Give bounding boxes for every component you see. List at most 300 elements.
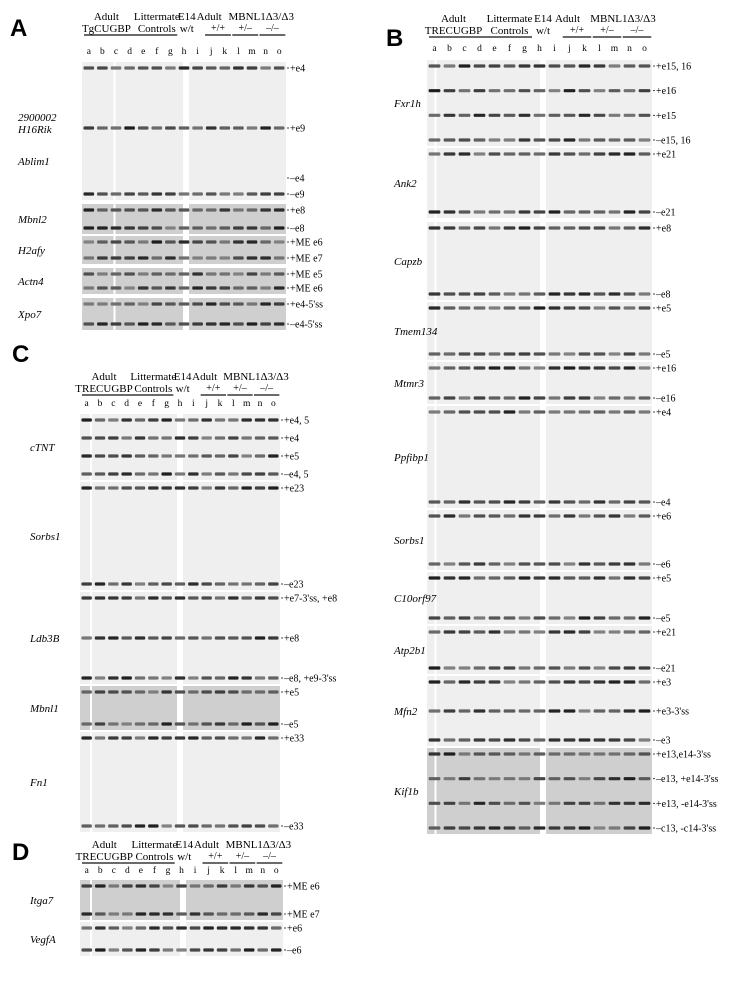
band-label: –e4-5'ss: [290, 319, 323, 331]
gel-band: [165, 302, 176, 305]
gel-band: [609, 826, 621, 829]
gel-band: [255, 472, 265, 475]
gel-band: [271, 884, 282, 887]
gel-band: [228, 472, 238, 475]
gel-band: [135, 676, 145, 679]
gel-band: [459, 306, 471, 309]
gel-band: [639, 777, 651, 780]
header-genotype: –/–: [260, 383, 274, 394]
gene-name: Ppfibp1: [394, 452, 429, 464]
gel-band: [111, 322, 122, 325]
gel-band: [579, 292, 591, 295]
gel-band: [639, 616, 651, 619]
gel-band: [201, 824, 211, 827]
lane-label: b: [100, 47, 105, 57]
gel-band: [534, 306, 546, 309]
gel-band: [564, 738, 576, 741]
gel-band: [609, 152, 621, 155]
gel-band: [274, 302, 285, 305]
gel-band: [444, 562, 456, 565]
gel-band: [594, 89, 606, 92]
gel-band: [179, 208, 190, 211]
gel-band: [534, 826, 546, 829]
gel-band: [219, 192, 230, 195]
gel-band: [203, 926, 214, 929]
lane-label: d: [124, 399, 130, 409]
gel-band: [474, 226, 486, 229]
gel-band: [135, 486, 145, 489]
gel-band: [230, 884, 241, 887]
gel-band: [206, 272, 217, 275]
gel-band: [624, 826, 636, 829]
panel-label: B: [386, 25, 404, 52]
gel-band: [579, 826, 591, 829]
gel-band: [564, 64, 576, 67]
gel-row: [29, 732, 304, 833]
header-mbnl: MBNL1Δ3/Δ3: [223, 371, 289, 383]
gel-band: [549, 396, 561, 399]
gel-band: [206, 286, 217, 289]
gel-band: [579, 709, 591, 712]
gel-band: [579, 306, 591, 309]
gel-band: [429, 292, 441, 295]
gel-band: [95, 436, 105, 439]
gel-band: [268, 636, 278, 639]
lane-label: l: [598, 44, 601, 54]
gene-name: Fn1: [30, 777, 48, 789]
gel-band: [594, 226, 606, 229]
panel-label: A: [10, 15, 28, 42]
gel-band: [534, 616, 546, 619]
gel-band: [534, 292, 546, 295]
gene-name: VegfA: [30, 934, 56, 946]
gel-band: [519, 64, 531, 67]
gel-band: [228, 676, 238, 679]
lane-label: m: [245, 866, 253, 876]
band-label: –e33: [284, 821, 304, 833]
gel-band: [564, 89, 576, 92]
lane-label: o: [270, 399, 276, 409]
gel-band: [429, 680, 441, 683]
panel-label: C: [12, 341, 30, 368]
gel-band: [639, 630, 651, 633]
gel-band: [624, 802, 636, 805]
header-e14: E14: [175, 839, 194, 851]
gel-band: [228, 596, 238, 599]
gel-band: [215, 436, 225, 439]
gel-band: [504, 226, 516, 229]
gel-band: [188, 736, 198, 739]
header-adult: Adult: [194, 839, 220, 851]
gel-band: [268, 436, 278, 439]
gel-band: [519, 226, 531, 229]
header-adult: Adult: [192, 371, 218, 383]
gel-band: [444, 138, 456, 141]
gel-band: [228, 582, 238, 585]
gel-background: [427, 60, 652, 146]
band-label: –c13, -c14-3'ss: [656, 823, 717, 835]
gel-band: [564, 152, 576, 155]
gel-band: [639, 802, 651, 805]
gel-band: [274, 256, 285, 259]
gel-band: [230, 912, 241, 915]
gel-band: [108, 596, 118, 599]
gel-band: [534, 777, 546, 780]
band-label: +e15, 16: [656, 61, 692, 73]
gel-band: [579, 802, 591, 805]
gel-band: [81, 636, 91, 639]
gel-band: [444, 752, 456, 755]
lane-label: d: [127, 47, 132, 57]
gel-band: [579, 500, 591, 503]
gel-band: [81, 454, 91, 457]
gel-band: [255, 736, 265, 739]
gel-band: [268, 486, 278, 489]
gel-band: [519, 396, 531, 399]
gel-background: [427, 406, 652, 508]
gel-band: [564, 680, 576, 683]
gel-band: [108, 690, 118, 693]
gel-band: [639, 114, 651, 117]
lane-label: f: [151, 399, 155, 409]
gel-row: [394, 572, 671, 625]
gel-band: [534, 396, 546, 399]
gel-band: [241, 676, 251, 679]
gel-background: [427, 222, 652, 300]
gel-band: [429, 576, 441, 579]
gel-band: [609, 410, 621, 413]
gel-band: [474, 500, 486, 503]
gel-band: [534, 152, 546, 155]
gel-band: [534, 709, 546, 712]
gel-band: [274, 272, 285, 275]
header-adult: Adult: [554, 13, 581, 25]
gel-band: [97, 66, 108, 69]
band-label: +ME e6: [290, 237, 323, 249]
gel-band: [549, 306, 561, 309]
band-label: +e33: [284, 733, 305, 745]
gel-band: [474, 630, 486, 633]
gel-band: [111, 192, 122, 195]
gel-band: [188, 454, 198, 457]
gel-band: [429, 138, 441, 141]
gel-band: [161, 418, 171, 421]
gel-band: [81, 690, 91, 693]
gel-band: [564, 630, 576, 633]
gel-band: [489, 89, 501, 92]
gel-band: [97, 272, 108, 275]
lane-gap: [435, 748, 437, 834]
gel-band: [549, 226, 561, 229]
band-label: +e15: [656, 110, 677, 122]
gel-band: [519, 738, 531, 741]
gene-name: Mfn2: [394, 706, 418, 718]
lane-label: h: [179, 866, 184, 876]
gel-band: [228, 636, 238, 639]
gel-band: [268, 596, 278, 599]
gel-row: [393, 626, 676, 675]
band-label: +e8: [290, 205, 306, 217]
gel-band: [549, 752, 561, 755]
gel-band: [639, 680, 651, 683]
gel-band: [95, 736, 105, 739]
gel-band: [609, 680, 621, 683]
gel-band: [121, 824, 131, 827]
lane-label: m: [610, 44, 619, 54]
gel-band: [121, 676, 131, 679]
gel-band: [534, 738, 546, 741]
gel-band: [579, 738, 591, 741]
gel-band: [255, 486, 265, 489]
gel-band: [429, 210, 441, 213]
gel-band: [151, 192, 162, 195]
gel-band: [549, 576, 561, 579]
gel-band: [474, 306, 486, 309]
gel-band: [148, 736, 158, 739]
gel-band: [95, 824, 105, 827]
gel-band: [148, 436, 158, 439]
gel-band: [519, 826, 531, 829]
gel-band: [148, 596, 158, 599]
gel-band: [594, 616, 606, 619]
gel-band: [564, 562, 576, 565]
gel-band: [594, 366, 606, 369]
gel-band: [260, 322, 271, 325]
gel-band: [230, 926, 241, 929]
gel-band: [179, 322, 190, 325]
gel-band: [203, 948, 214, 951]
gel-band: [175, 436, 185, 439]
gel-band: [109, 926, 120, 929]
gene-name: Mtmr3: [394, 378, 424, 390]
header-wt: w/t: [179, 23, 194, 35]
gel-band: [165, 192, 176, 195]
band-label: –e5: [656, 349, 671, 361]
gel-band: [444, 152, 456, 155]
gel-band: [594, 802, 606, 805]
gel-band: [81, 948, 92, 951]
gel-band: [429, 366, 441, 369]
gel-band: [504, 666, 516, 669]
gel-band: [609, 64, 621, 67]
gel-band: [165, 226, 176, 229]
gel-band: [624, 562, 636, 565]
gel-band: [504, 777, 516, 780]
gel-band: [639, 709, 651, 712]
gel-band: [444, 306, 456, 309]
gel-band: [233, 126, 244, 129]
gel-band: [609, 138, 621, 141]
gel-band: [474, 738, 486, 741]
lane-gap: [435, 60, 437, 146]
gene-name: Itga7: [30, 895, 54, 907]
gel-band: [81, 486, 91, 489]
gel-band: [549, 666, 561, 669]
gel-band: [151, 240, 162, 243]
gel-band: [579, 752, 591, 755]
gel-background: [427, 302, 652, 360]
gel-band: [429, 226, 441, 229]
gel-band: [579, 616, 591, 619]
gel-band: [564, 616, 576, 619]
gel-band: [489, 226, 501, 229]
gel-band: [179, 302, 190, 305]
gel-band: [444, 114, 456, 117]
gel-band: [519, 500, 531, 503]
gel-band: [215, 454, 225, 457]
lane-label: c: [111, 399, 116, 409]
gel-band: [233, 66, 244, 69]
band-label: –e23: [284, 579, 304, 591]
gel-band: [609, 89, 621, 92]
gel-band: [241, 736, 251, 739]
lane-label: e: [492, 44, 497, 54]
band-label: –e4: [290, 173, 305, 185]
gel-band: [247, 192, 258, 195]
band-label: +e4: [656, 407, 672, 419]
gel-band: [163, 926, 174, 929]
gel-band: [257, 912, 268, 915]
gel-band: [459, 562, 471, 565]
gel-band: [219, 126, 230, 129]
gel-band: [219, 286, 230, 289]
gel-band: [534, 138, 546, 141]
gel-band: [233, 272, 244, 275]
gene-name: Sorbs1: [30, 531, 61, 543]
gel-band: [624, 514, 636, 517]
gel-band: [121, 596, 131, 599]
gel-band: [192, 286, 203, 289]
gel-band: [230, 948, 241, 951]
gel-row: [30, 922, 302, 957]
lane-label: k: [582, 44, 587, 54]
gel-band: [95, 636, 105, 639]
gene-name: Atp2b1: [394, 645, 426, 657]
gel-band: [148, 636, 158, 639]
lane-label: i: [196, 47, 199, 57]
gel-band: [549, 616, 561, 619]
gel-band: [624, 709, 636, 712]
gel-band: [268, 582, 278, 585]
gel-band: [95, 884, 106, 887]
gel-band: [579, 630, 591, 633]
header-controls: Controls: [134, 383, 173, 395]
gel-band: [83, 256, 94, 259]
gel-band: [136, 912, 147, 915]
band-label: +e21: [656, 149, 677, 161]
gel-band: [549, 138, 561, 141]
gel-band: [188, 596, 198, 599]
band-label: –e21: [656, 663, 676, 675]
band-label: –e13, +e14-3'ss: [656, 774, 719, 786]
header-wt: w/t: [175, 383, 190, 395]
gel-band: [459, 709, 471, 712]
gel-band: [95, 948, 106, 951]
gel-band: [489, 306, 501, 309]
gel-band: [519, 210, 531, 213]
gel-band: [519, 138, 531, 141]
gel-band: [444, 292, 456, 295]
gel-band: [81, 472, 91, 475]
gel-band: [161, 582, 171, 585]
gel-band: [175, 676, 185, 679]
gel-band: [444, 630, 456, 633]
gel-band: [549, 562, 561, 565]
lane-label: o: [276, 47, 282, 57]
gel-band: [138, 272, 149, 275]
gel-band: [504, 352, 516, 355]
gel-band: [206, 302, 217, 305]
band-label: +e5: [656, 303, 672, 315]
gel-band: [175, 418, 185, 421]
gel-band: [175, 486, 185, 489]
gel-band: [504, 630, 516, 633]
lane-label: n: [257, 399, 263, 409]
header-littermate: Littermate: [133, 11, 180, 23]
gel-band: [268, 736, 278, 739]
gel-band: [564, 138, 576, 141]
gel-band: [97, 286, 108, 289]
gel-band: [111, 240, 122, 243]
lane-label: k: [219, 866, 225, 876]
gel-band: [192, 208, 203, 211]
gel-band: [206, 240, 217, 243]
gel-band: [135, 636, 145, 639]
gel-band: [534, 226, 546, 229]
gel-band: [161, 454, 171, 457]
gel-band: [594, 152, 606, 155]
gel-band: [579, 89, 591, 92]
gel-band: [549, 89, 561, 92]
gel-band: [97, 256, 108, 259]
header-genotype: –/–: [266, 23, 279, 34]
lane-label: b: [447, 44, 452, 54]
gel-band: [549, 630, 561, 633]
gel-band: [504, 410, 516, 413]
gel-band: [474, 152, 486, 155]
gel-band: [217, 912, 228, 915]
gel-band: [564, 292, 576, 295]
lane-gap: [183, 236, 189, 264]
gel-band: [188, 676, 198, 679]
gel-band: [519, 630, 531, 633]
gel-band: [274, 226, 285, 229]
gel-band: [534, 514, 546, 517]
gel-band: [474, 576, 486, 579]
gel-band: [429, 352, 441, 355]
gel-band: [228, 722, 238, 725]
band-label: +e4: [284, 433, 300, 445]
gel-band: [271, 926, 282, 929]
gel-band: [504, 738, 516, 741]
gel-band: [459, 114, 471, 117]
gel-band: [201, 636, 211, 639]
gel-band: [260, 256, 271, 259]
header-mbnl: MBNL1Δ3/Δ3: [225, 839, 292, 851]
gel-band: [233, 286, 244, 289]
gel-band: [108, 722, 118, 725]
gel-band: [109, 948, 120, 951]
gel-band: [149, 948, 160, 951]
gel-band: [135, 736, 145, 739]
lane-gap: [435, 406, 437, 508]
gel-band: [201, 486, 211, 489]
gel-band: [474, 366, 486, 369]
gel-band: [121, 636, 131, 639]
gel-band: [95, 486, 105, 489]
gel-band: [122, 884, 133, 887]
gel-band: [519, 292, 531, 295]
